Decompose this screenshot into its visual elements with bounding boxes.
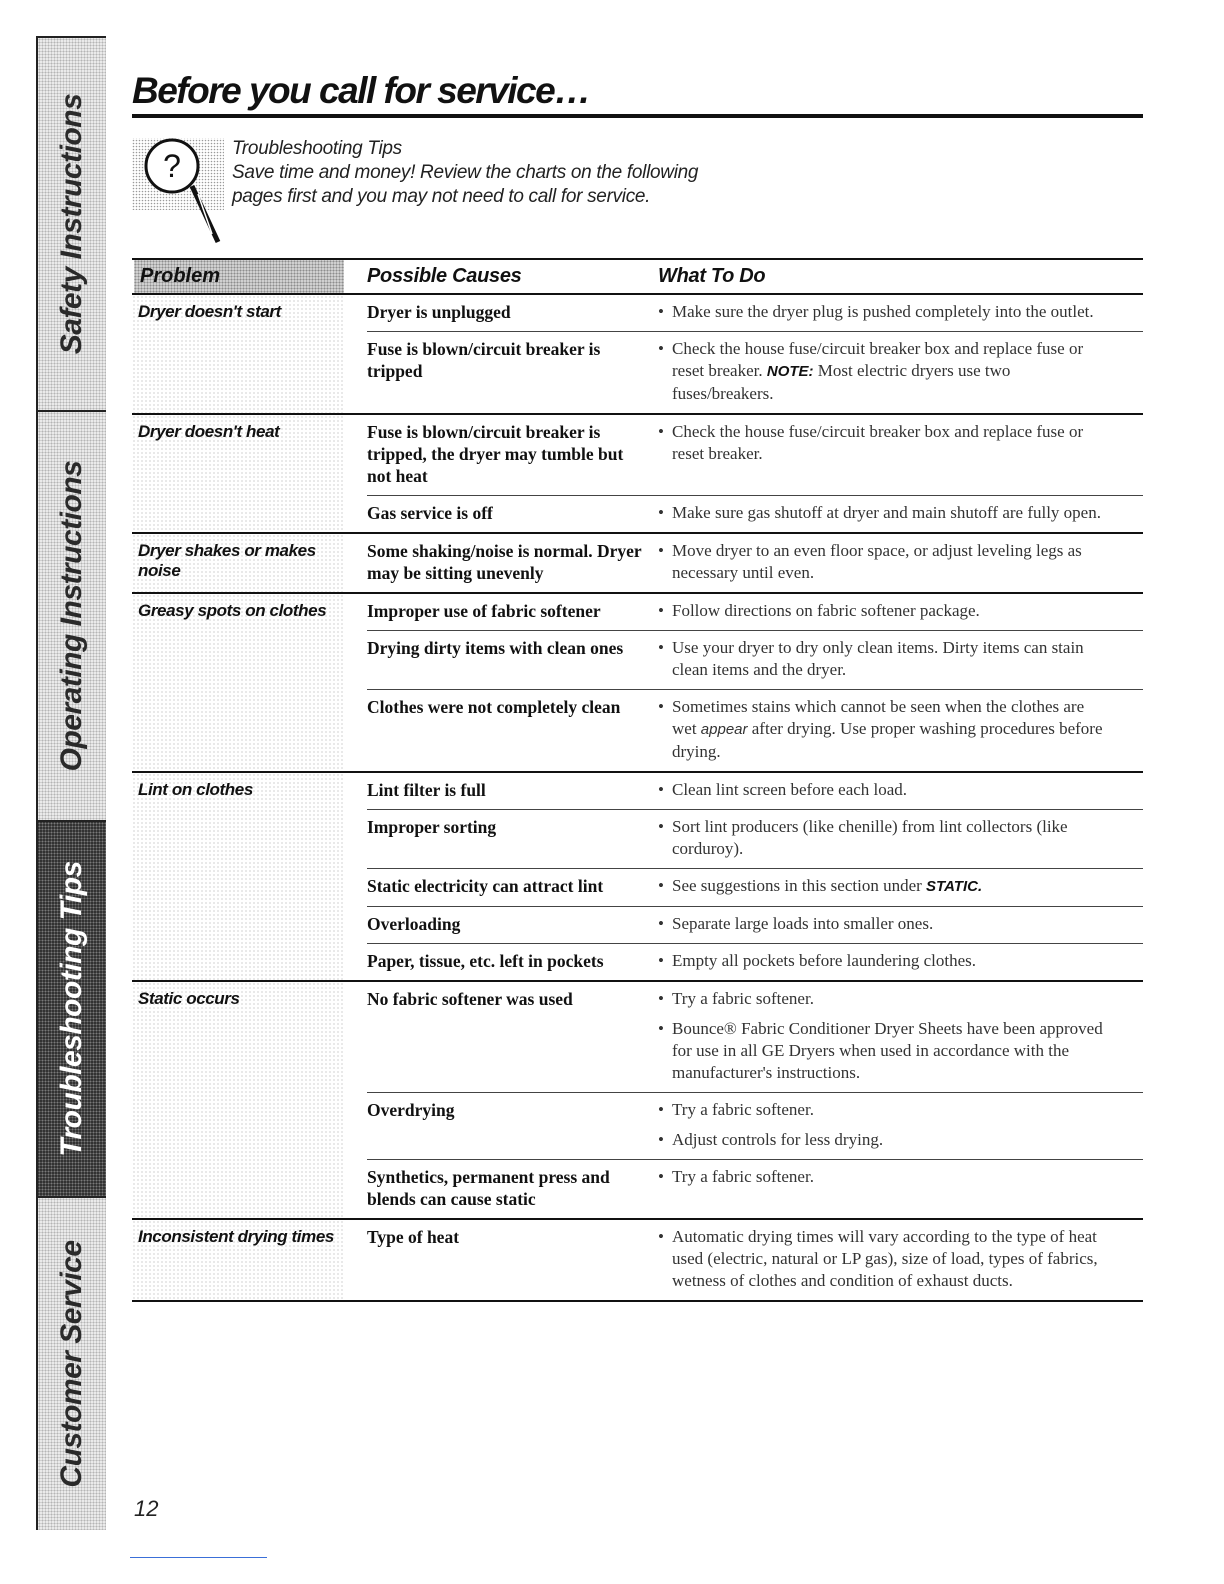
problem-label: Dryer doesn't start: [132, 295, 344, 413]
page-title: Before you call for service…: [132, 70, 590, 111]
possible-cause: Improper sorting: [367, 817, 497, 837]
bullet-icon: •: [658, 817, 664, 836]
action-text: Try a fabric softener.: [672, 1100, 814, 1119]
cause-list: [344, 534, 1143, 592]
bullet-text: [672, 540, 1143, 584]
title-divider: [132, 114, 1143, 118]
possible-cause: Improper use of fabric softener: [367, 601, 601, 621]
problem-group: [132, 982, 1143, 1220]
what-to-do: [658, 1099, 1143, 1151]
what-to-do: [658, 540, 1143, 584]
action-text-continued: after drying. Use proper washing procedures before drying.: [672, 719, 1103, 761]
tab-troubleshooting-tips[interactable]: [38, 822, 106, 1198]
note-label: NOTE:: [766, 363, 814, 380]
what-to-do: [658, 421, 1143, 487]
action-text: Make sure the dryer plug is pushed completely into the outlet.: [672, 302, 1094, 321]
cause-list: [344, 1220, 1143, 1300]
bullet-item: [658, 816, 1143, 860]
possible-cause: Static electricity can attract lint: [367, 876, 604, 896]
cause-list: [344, 415, 1143, 532]
table-row: [367, 690, 1143, 771]
tab-label: Troubleshooting Tips: [55, 861, 88, 1157]
bullet-item: [658, 875, 1143, 898]
bullet-text: [672, 1018, 1143, 1084]
bullet-icon: •: [658, 1100, 664, 1119]
bullet-icon: •: [658, 697, 664, 716]
page-number: 12: [134, 1496, 159, 1521]
what-to-do: [658, 600, 1143, 622]
problem-group: [132, 295, 1143, 415]
note-label: STATIC.: [926, 878, 983, 895]
cause-list: [344, 773, 1143, 980]
table-row: [367, 295, 1143, 332]
possible-cause: Overloading: [367, 914, 461, 934]
bullet-icon: •: [658, 1019, 664, 1038]
bullet-icon: •: [658, 638, 664, 657]
tab-operating-instructions[interactable]: [38, 412, 106, 822]
possible-cause: Fuse is blown/circuit breaker is tripped: [367, 339, 601, 381]
possible-cause: Overdrying: [367, 1100, 455, 1120]
action-text: Use your dryer to dry only clean items. Dirty items can stain clean items and the dryer.: [672, 638, 1084, 679]
what-to-do: [658, 1166, 1143, 1210]
tips-line: pages first and you may not need to call for service.: [232, 186, 651, 207]
bullet-text: [672, 421, 1143, 465]
bullet-icon: •: [658, 422, 664, 441]
what-to-do: [658, 816, 1143, 860]
bullet-text: [672, 637, 1143, 681]
table-row: [367, 810, 1143, 869]
what-to-do: [658, 502, 1143, 524]
bullet-text: [672, 875, 1143, 898]
bullet-text: [672, 338, 1143, 405]
bullet-text: [672, 816, 1143, 860]
table-row: [367, 631, 1143, 690]
bullet-text: [672, 301, 1143, 323]
bullet-text: [672, 1099, 1143, 1121]
action-text: Make sure gas shutoff at dryer and main shutoff are fully open.: [672, 503, 1101, 522]
problem-group: [132, 415, 1143, 534]
possible-cause: Lint filter is full: [367, 780, 486, 800]
bullet-item: [658, 1166, 1143, 1188]
bullet-item: [658, 338, 1143, 405]
tips-line: Save time and money! Review the charts on the following: [232, 162, 699, 183]
problem-label: Greasy spots on clothes: [132, 594, 344, 771]
what-to-do: [658, 875, 1143, 898]
bullet-text: [672, 988, 1143, 1010]
bullet-item: [658, 779, 1143, 801]
bullet-item: [658, 696, 1143, 763]
possible-cause: No fabric softener was used: [367, 989, 573, 1009]
problem-label: Dryer doesn't heat: [132, 415, 344, 532]
bullet-icon: •: [658, 339, 664, 358]
bullet-icon: •: [658, 503, 664, 522]
svg-text:?: ?: [163, 148, 181, 184]
what-to-do: [658, 338, 1143, 405]
column-header-problem: Problem: [134, 260, 344, 293]
bullet-item: [658, 950, 1143, 972]
section-sidebar: [36, 36, 106, 1530]
action-text: Try a fabric softener.: [672, 1167, 814, 1186]
possible-cause: Dryer is unplugged: [367, 302, 511, 322]
bullet-item: [658, 988, 1143, 1010]
what-to-do: [658, 696, 1143, 763]
table-row: [367, 496, 1143, 532]
bullet-item: [658, 502, 1143, 524]
action-text: Empty all pockets before laundering clothes.: [672, 951, 977, 970]
table-header: [132, 258, 1143, 295]
bullet-icon: •: [658, 989, 664, 1008]
tips-heading: Troubleshooting Tips: [232, 138, 402, 159]
what-to-do: [658, 913, 1143, 935]
problem-group: [132, 1220, 1143, 1302]
bullet-icon: •: [658, 302, 664, 321]
table-row: [367, 415, 1143, 496]
troubleshooting-tips-intro: [232, 137, 698, 209]
tab-safety-instructions[interactable]: [38, 38, 106, 412]
action-text: Check the house fuse/circuit breaker box and replace fuse or reset breaker.: [672, 339, 1084, 380]
possible-cause: Synthetics, permanent press and blends can cause static: [367, 1167, 610, 1209]
bullet-item: [658, 600, 1143, 622]
bullet-item: [658, 1018, 1143, 1084]
bullet-item: [658, 1129, 1143, 1151]
bullet-text: [672, 600, 1143, 622]
emphasis-text: appear: [700, 721, 748, 738]
problem-group: [132, 773, 1143, 982]
possible-cause: Clothes were not completely clean: [367, 697, 621, 717]
bullet-item: [658, 540, 1143, 584]
problem-label: Dryer shakes or makes noise: [132, 534, 344, 592]
cause-list: [344, 594, 1143, 771]
table-row: [367, 1093, 1143, 1160]
what-to-do: [658, 950, 1143, 972]
action-text: Sometimes stains which cannot be seen when the clothes are wet: [672, 697, 1085, 738]
bullet-icon: •: [658, 951, 664, 970]
bullet-text: [672, 779, 1143, 801]
bullet-text: [672, 1129, 1143, 1151]
action-text: See suggestions in this section under: [672, 876, 922, 895]
question-mark-icon: [132, 130, 224, 250]
action-text: Sort lint producers (like chenille) from lint collectors (like corduroy).: [672, 817, 1068, 858]
bullet-icon: •: [658, 1227, 664, 1246]
possible-cause: Type of heat: [367, 1227, 460, 1247]
table-row: [367, 773, 1143, 810]
table-row: [367, 1160, 1143, 1218]
table-row: [367, 982, 1143, 1093]
tab-label: Customer Service: [55, 1240, 88, 1488]
bullet-text: [672, 1226, 1143, 1292]
bullet-item: [658, 1226, 1143, 1292]
tab-customer-service[interactable]: [38, 1198, 106, 1530]
troubleshooting-table: [132, 258, 1143, 1302]
bullet-item: [658, 1099, 1143, 1121]
bullet-item: [658, 637, 1143, 681]
possible-cause: Some shaking/noise is normal. Dryer may be sitting unevenly: [367, 541, 642, 583]
bullet-text: [672, 913, 1143, 935]
possible-cause: Gas service is off: [367, 503, 493, 523]
action-text: Check the house fuse/circuit breaker box and replace fuse or reset breaker.: [672, 422, 1084, 463]
bullet-text: [672, 1166, 1143, 1188]
problem-label: Inconsistent drying times: [132, 1220, 344, 1300]
possible-cause: Drying dirty items with clean ones: [367, 638, 624, 658]
what-to-do: [658, 301, 1143, 323]
bullet-icon: •: [658, 780, 664, 799]
cause-list: [344, 295, 1143, 413]
what-to-do: [658, 637, 1143, 681]
action-text: Separate large loads into smaller ones.: [672, 914, 934, 933]
table-row: [367, 1220, 1143, 1300]
bullet-item: [658, 913, 1143, 935]
table-row: [367, 332, 1143, 413]
problem-group: [132, 594, 1143, 773]
table-row: [367, 944, 1143, 980]
bullet-icon: •: [658, 601, 664, 620]
bullet-icon: •: [658, 1130, 664, 1149]
bullet-icon: •: [658, 914, 664, 933]
footer-divider: [130, 1557, 267, 1558]
problem-label: Lint on clothes: [132, 773, 344, 980]
bullet-item: [658, 301, 1143, 323]
action-text: Bounce® Fabric Conditioner Dryer Sheets have been approved for use in all GE Dryers when used in accordance with the manufacturer's instructions.: [672, 1019, 1103, 1082]
what-to-do: [658, 1226, 1143, 1292]
action-text: Automatic drying times will vary according to the type of heat used (electric, natural or LP gas), size of load, types of fabrics, wetness of clothes and condition of exhaust ducts.: [672, 1227, 1098, 1290]
bullet-text: [672, 696, 1143, 763]
bullet-text: [672, 502, 1143, 524]
table-row: [367, 534, 1143, 592]
possible-cause: Paper, tissue, etc. left in pockets: [367, 951, 604, 971]
bullet-text: [672, 950, 1143, 972]
bullet-item: [658, 421, 1143, 465]
column-header-causes: Possible Causes: [367, 265, 522, 287]
what-to-do: [658, 988, 1143, 1084]
table-row: [367, 594, 1143, 631]
problem-group: [132, 534, 1143, 594]
table-row: [367, 869, 1143, 907]
table-row: [367, 907, 1143, 944]
possible-cause: Fuse is blown/circuit breaker is tripped, the dryer may tumble but not heat: [367, 422, 624, 486]
action-text: Clean lint screen before each load.: [672, 780, 908, 799]
action-text: Try a fabric softener.: [672, 989, 814, 1008]
column-header-todo: What To Do: [658, 265, 766, 287]
cause-list: [344, 982, 1143, 1218]
tab-label: Operating Instructions: [55, 460, 88, 772]
bullet-icon: •: [658, 876, 664, 895]
tab-label: Safety Instructions: [55, 93, 88, 355]
action-text: Follow directions on fabric softener package.: [672, 601, 980, 620]
note-text: Most electric dryers use two fuses/breakers.: [672, 361, 1011, 403]
bullet-icon: •: [658, 541, 664, 560]
what-to-do: [658, 779, 1143, 801]
problem-label: Static occurs: [132, 982, 344, 1218]
bullet-icon: •: [658, 1167, 664, 1186]
table-body: [132, 295, 1143, 1302]
action-text: Move dryer to an even floor space, or adjust leveling legs as necessary until even.: [672, 541, 1082, 582]
action-text: Adjust controls for less drying.: [672, 1130, 884, 1149]
